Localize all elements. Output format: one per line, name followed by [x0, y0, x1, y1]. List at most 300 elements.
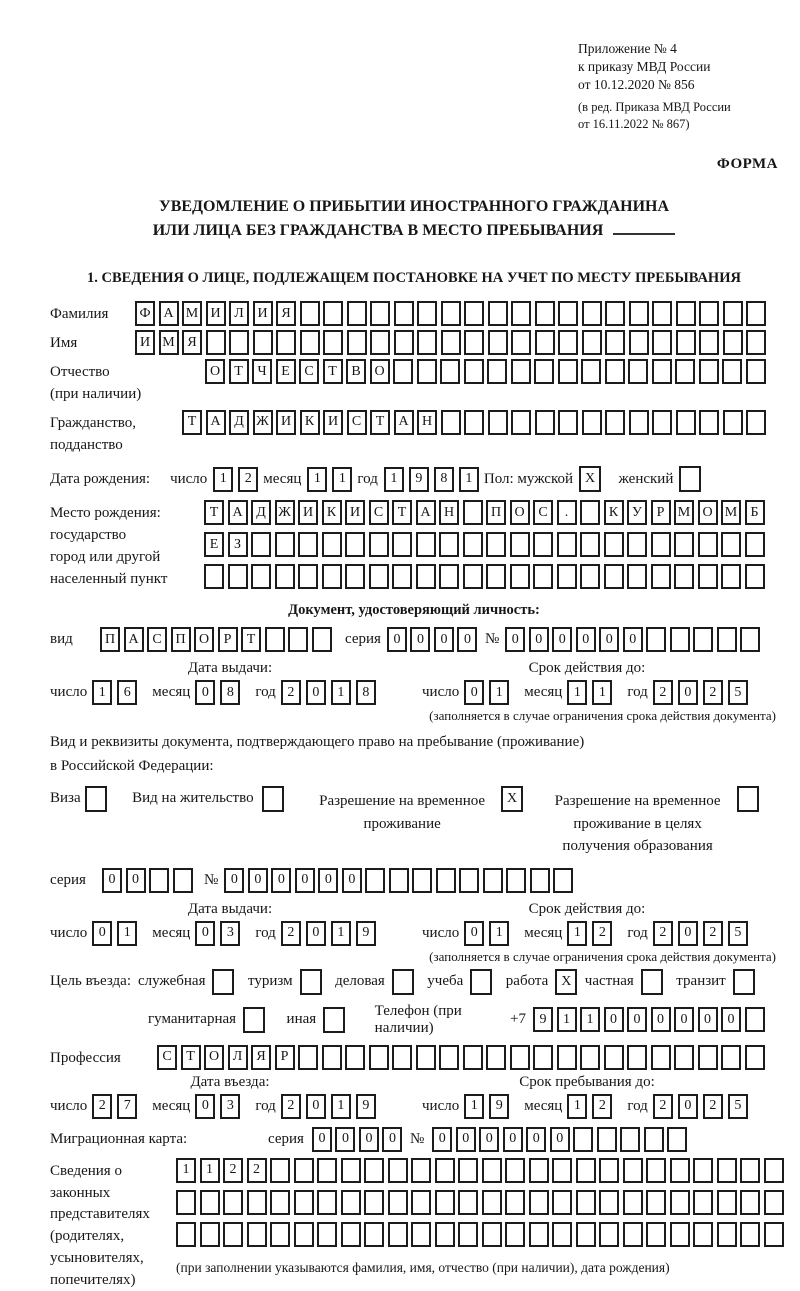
char-cell[interactable]: [458, 1158, 478, 1183]
char-cell[interactable]: [651, 564, 671, 589]
char-cell[interactable]: А: [394, 410, 414, 435]
char-cell[interactable]: А: [206, 410, 226, 435]
char-cell[interactable]: [369, 564, 389, 589]
char-cell[interactable]: [644, 1127, 664, 1152]
char-cell[interactable]: 0: [335, 1127, 355, 1152]
char-cell[interactable]: [641, 969, 663, 995]
char-cell[interactable]: [764, 1190, 784, 1215]
char-cell[interactable]: 0: [306, 680, 326, 705]
char-cell[interactable]: [670, 1158, 690, 1183]
char-cell[interactable]: 2: [223, 1158, 243, 1183]
char-cell[interactable]: И: [276, 410, 296, 435]
char-cell[interactable]: [394, 301, 414, 326]
char-cell[interactable]: [223, 1190, 243, 1215]
migration-number-input[interactable]: [432, 1127, 691, 1152]
char-cell[interactable]: 3: [220, 1094, 240, 1119]
char-cell[interactable]: 0: [550, 1127, 570, 1152]
char-cell[interactable]: О: [194, 627, 214, 652]
char-cell[interactable]: [580, 564, 600, 589]
char-cell[interactable]: [599, 1158, 619, 1183]
char-cell[interactable]: X: [579, 466, 601, 492]
char-cell[interactable]: 0: [195, 1094, 215, 1119]
char-cell[interactable]: [393, 359, 413, 384]
residence-expiry-month-input[interactable]: [567, 921, 617, 946]
char-cell[interactable]: [392, 1045, 412, 1070]
char-cell[interactable]: [206, 330, 226, 355]
char-cell[interactable]: [722, 359, 742, 384]
char-cell[interactable]: [623, 1158, 643, 1183]
migration-series-input[interactable]: [312, 1127, 406, 1152]
char-cell[interactable]: 1: [567, 680, 587, 705]
char-cell[interactable]: [629, 330, 649, 355]
birth-place-row3-input[interactable]: [204, 564, 768, 589]
char-cell[interactable]: [558, 359, 578, 384]
char-cell[interactable]: [605, 330, 625, 355]
char-cell[interactable]: [676, 330, 696, 355]
char-cell[interactable]: О: [370, 359, 390, 384]
char-cell[interactable]: [746, 330, 766, 355]
identity-expiry-day-input[interactable]: [464, 680, 514, 705]
char-cell[interactable]: [699, 330, 719, 355]
char-cell[interactable]: [674, 1045, 694, 1070]
char-cell[interactable]: [580, 500, 600, 525]
char-cell[interactable]: [341, 1222, 361, 1247]
char-cell[interactable]: 0: [318, 868, 338, 893]
char-cell[interactable]: [693, 1222, 713, 1247]
residence-issue-day-input[interactable]: [92, 921, 142, 946]
char-cell[interactable]: А: [228, 500, 248, 525]
char-cell[interactable]: [411, 1158, 431, 1183]
char-cell[interactable]: 2: [592, 921, 612, 946]
char-cell[interactable]: Н: [439, 500, 459, 525]
char-cell[interactable]: 0: [387, 627, 407, 652]
char-cell[interactable]: Я: [182, 330, 202, 355]
char-cell[interactable]: [392, 564, 412, 589]
char-cell[interactable]: [573, 1127, 593, 1152]
char-cell[interactable]: [604, 564, 624, 589]
char-cell[interactable]: [322, 564, 342, 589]
char-cell[interactable]: [580, 1045, 600, 1070]
char-cell[interactable]: [552, 1222, 572, 1247]
char-cell[interactable]: Л: [229, 301, 249, 326]
char-cell[interactable]: 1: [117, 921, 137, 946]
char-cell[interactable]: Н: [417, 410, 437, 435]
sex-male-checkbox[interactable]: [579, 466, 605, 492]
char-cell[interactable]: Ж: [253, 410, 273, 435]
char-cell[interactable]: [251, 564, 271, 589]
char-cell[interactable]: 0: [457, 627, 477, 652]
birth-year-input[interactable]: [384, 467, 484, 492]
char-cell[interactable]: 8: [220, 680, 240, 705]
char-cell[interactable]: К: [604, 500, 624, 525]
char-cell[interactable]: X: [555, 969, 577, 995]
char-cell[interactable]: [533, 532, 553, 557]
char-cell[interactable]: [746, 301, 766, 326]
char-cell[interactable]: С: [369, 500, 389, 525]
entry-month-input[interactable]: [195, 1094, 245, 1119]
char-cell[interactable]: 9: [356, 1094, 376, 1119]
char-cell[interactable]: [176, 1190, 196, 1215]
char-cell[interactable]: [463, 532, 483, 557]
purpose-study-checkbox[interactable]: [470, 969, 496, 995]
char-cell[interactable]: [646, 1158, 666, 1183]
char-cell[interactable]: [243, 1007, 265, 1033]
char-cell[interactable]: 0: [432, 1127, 452, 1152]
char-cell[interactable]: 3: [220, 921, 240, 946]
char-cell[interactable]: 1: [332, 467, 352, 492]
char-cell[interactable]: [323, 1007, 345, 1033]
char-cell[interactable]: 1: [307, 467, 327, 492]
identity-issue-year-input[interactable]: [281, 680, 381, 705]
char-cell[interactable]: 1: [331, 680, 351, 705]
char-cell[interactable]: [764, 1222, 784, 1247]
char-cell[interactable]: [482, 1190, 502, 1215]
char-cell[interactable]: [646, 1222, 666, 1247]
char-cell[interactable]: [604, 1045, 624, 1070]
stay-year-input[interactable]: [653, 1094, 753, 1119]
char-cell[interactable]: [262, 786, 284, 812]
char-cell[interactable]: [693, 1158, 713, 1183]
char-cell[interactable]: [459, 868, 479, 893]
char-cell[interactable]: [721, 564, 741, 589]
char-cell[interactable]: [253, 330, 273, 355]
char-cell[interactable]: [149, 868, 169, 893]
representatives-row1-input[interactable]: [176, 1158, 787, 1183]
char-cell[interactable]: [558, 301, 578, 326]
char-cell[interactable]: [464, 359, 484, 384]
char-cell[interactable]: 2: [653, 921, 673, 946]
char-cell[interactable]: 0: [359, 1127, 379, 1152]
char-cell[interactable]: 0: [599, 627, 619, 652]
char-cell[interactable]: 2: [281, 680, 301, 705]
name-input[interactable]: [135, 330, 770, 355]
char-cell[interactable]: [576, 1222, 596, 1247]
char-cell[interactable]: [652, 301, 672, 326]
char-cell[interactable]: 0: [651, 1007, 671, 1032]
char-cell[interactable]: [530, 868, 550, 893]
char-cell[interactable]: [488, 410, 508, 435]
char-cell[interactable]: [717, 1190, 737, 1215]
purpose-tourism-checkbox[interactable]: [300, 969, 326, 995]
purpose-transit-checkbox[interactable]: [733, 969, 759, 995]
char-cell[interactable]: [557, 532, 577, 557]
residence-issue-year-input[interactable]: [281, 921, 381, 946]
char-cell[interactable]: 8: [434, 467, 454, 492]
char-cell[interactable]: Ж: [275, 500, 295, 525]
char-cell[interactable]: [605, 410, 625, 435]
representatives-row3-input[interactable]: [176, 1222, 787, 1247]
char-cell[interactable]: [345, 532, 365, 557]
char-cell[interactable]: [435, 1158, 455, 1183]
char-cell[interactable]: [298, 532, 318, 557]
char-cell[interactable]: [417, 330, 437, 355]
char-cell[interactable]: Е: [204, 532, 224, 557]
char-cell[interactable]: А: [159, 301, 179, 326]
char-cell[interactable]: 6: [117, 680, 137, 705]
char-cell[interactable]: [534, 359, 554, 384]
char-cell[interactable]: [511, 359, 531, 384]
char-cell[interactable]: [651, 532, 671, 557]
birth-month-input[interactable]: [307, 467, 357, 492]
char-cell[interactable]: 0: [674, 1007, 694, 1032]
char-cell[interactable]: 0: [479, 1127, 499, 1152]
char-cell[interactable]: [535, 330, 555, 355]
char-cell[interactable]: [646, 627, 666, 652]
char-cell[interactable]: 2: [247, 1158, 267, 1183]
char-cell[interactable]: [412, 868, 432, 893]
char-cell[interactable]: 1: [176, 1158, 196, 1183]
char-cell[interactable]: 1: [557, 1007, 577, 1032]
char-cell[interactable]: [486, 532, 506, 557]
residence-number-input[interactable]: [224, 868, 577, 893]
char-cell[interactable]: [364, 1222, 384, 1247]
char-cell[interactable]: [605, 301, 625, 326]
char-cell[interactable]: [416, 1045, 436, 1070]
char-cell[interactable]: 2: [703, 921, 723, 946]
char-cell[interactable]: 0: [382, 1127, 402, 1152]
char-cell[interactable]: 0: [271, 868, 291, 893]
char-cell[interactable]: [723, 301, 743, 326]
char-cell[interactable]: Р: [651, 500, 671, 525]
residence-series-input[interactable]: [102, 868, 196, 893]
char-cell[interactable]: 0: [678, 1094, 698, 1119]
char-cell[interactable]: [599, 1190, 619, 1215]
char-cell[interactable]: [392, 969, 414, 995]
purpose-business-checkbox[interactable]: [392, 969, 418, 995]
char-cell[interactable]: Ф: [135, 301, 155, 326]
char-cell[interactable]: Т: [323, 359, 343, 384]
char-cell[interactable]: [341, 1158, 361, 1183]
char-cell[interactable]: [411, 1222, 431, 1247]
char-cell[interactable]: [646, 1190, 666, 1215]
char-cell[interactable]: [510, 532, 530, 557]
char-cell[interactable]: [510, 1045, 530, 1070]
char-cell[interactable]: [270, 1158, 290, 1183]
char-cell[interactable]: [652, 410, 672, 435]
char-cell[interactable]: И: [135, 330, 155, 355]
char-cell[interactable]: П: [171, 627, 191, 652]
char-cell[interactable]: [533, 1045, 553, 1070]
char-cell[interactable]: [417, 359, 437, 384]
char-cell[interactable]: [464, 301, 484, 326]
char-cell[interactable]: [529, 1190, 549, 1215]
char-cell[interactable]: [441, 410, 461, 435]
purpose-official-checkbox[interactable]: [212, 969, 238, 995]
char-cell[interactable]: [176, 1222, 196, 1247]
char-cell[interactable]: [223, 1222, 243, 1247]
char-cell[interactable]: [345, 564, 365, 589]
char-cell[interactable]: 1: [331, 921, 351, 946]
char-cell[interactable]: [582, 410, 602, 435]
char-cell[interactable]: В: [346, 359, 366, 384]
char-cell[interactable]: 5: [728, 1094, 748, 1119]
char-cell[interactable]: М: [721, 500, 741, 525]
temp-residence-checkbox[interactable]: [501, 786, 527, 812]
char-cell[interactable]: 5: [728, 680, 748, 705]
char-cell[interactable]: [764, 1158, 784, 1183]
char-cell[interactable]: [576, 1158, 596, 1183]
char-cell[interactable]: 1: [200, 1158, 220, 1183]
char-cell[interactable]: [740, 1190, 760, 1215]
char-cell[interactable]: .: [557, 500, 577, 525]
char-cell[interactable]: [389, 868, 409, 893]
char-cell[interactable]: [369, 532, 389, 557]
char-cell[interactable]: [627, 532, 647, 557]
char-cell[interactable]: [275, 564, 295, 589]
char-cell[interactable]: [674, 532, 694, 557]
char-cell[interactable]: 0: [126, 868, 146, 893]
char-cell[interactable]: [699, 359, 719, 384]
char-cell[interactable]: [322, 1045, 342, 1070]
purpose-humanitarian-checkbox[interactable]: [243, 1007, 269, 1033]
char-cell[interactable]: К: [322, 500, 342, 525]
char-cell[interactable]: [676, 301, 696, 326]
char-cell[interactable]: 0: [342, 868, 362, 893]
char-cell[interactable]: Л: [228, 1045, 248, 1070]
char-cell[interactable]: И: [206, 301, 226, 326]
char-cell[interactable]: Т: [392, 500, 412, 525]
char-cell[interactable]: [699, 410, 719, 435]
char-cell[interactable]: [265, 627, 285, 652]
char-cell[interactable]: [229, 330, 249, 355]
char-cell[interactable]: [599, 1222, 619, 1247]
char-cell[interactable]: О: [510, 500, 530, 525]
char-cell[interactable]: 0: [526, 1127, 546, 1152]
char-cell[interactable]: [699, 301, 719, 326]
char-cell[interactable]: 2: [238, 467, 258, 492]
char-cell[interactable]: [679, 466, 701, 492]
char-cell[interactable]: [745, 532, 765, 557]
residence-permit-checkbox[interactable]: [262, 786, 288, 812]
char-cell[interactable]: [698, 1045, 718, 1070]
char-cell[interactable]: [463, 564, 483, 589]
char-cell[interactable]: [604, 532, 624, 557]
char-cell[interactable]: [288, 627, 308, 652]
char-cell[interactable]: Я: [251, 1045, 271, 1070]
char-cell[interactable]: [721, 532, 741, 557]
char-cell[interactable]: [464, 410, 484, 435]
char-cell[interactable]: П: [486, 500, 506, 525]
entry-day-input[interactable]: [92, 1094, 142, 1119]
char-cell[interactable]: [294, 1222, 314, 1247]
char-cell[interactable]: 0: [306, 921, 326, 946]
birth-day-input[interactable]: [213, 467, 263, 492]
char-cell[interactable]: 1: [489, 680, 509, 705]
char-cell[interactable]: [581, 359, 601, 384]
char-cell[interactable]: 0: [678, 921, 698, 946]
char-cell[interactable]: З: [228, 532, 248, 557]
char-cell[interactable]: [510, 564, 530, 589]
char-cell[interactable]: [576, 1190, 596, 1215]
char-cell[interactable]: [463, 500, 483, 525]
stay-day-input[interactable]: [464, 1094, 514, 1119]
char-cell[interactable]: [740, 627, 760, 652]
char-cell[interactable]: [435, 1190, 455, 1215]
char-cell[interactable]: [557, 1045, 577, 1070]
char-cell[interactable]: [723, 410, 743, 435]
char-cell[interactable]: 1: [92, 680, 112, 705]
char-cell[interactable]: [439, 564, 459, 589]
char-cell[interactable]: [533, 564, 553, 589]
char-cell[interactable]: [511, 410, 531, 435]
char-cell[interactable]: П: [100, 627, 120, 652]
char-cell[interactable]: Р: [218, 627, 238, 652]
char-cell[interactable]: [717, 1222, 737, 1247]
char-cell[interactable]: 5: [728, 921, 748, 946]
char-cell[interactable]: [483, 868, 503, 893]
char-cell[interactable]: [675, 359, 695, 384]
char-cell[interactable]: [488, 301, 508, 326]
char-cell[interactable]: 0: [678, 680, 698, 705]
char-cell[interactable]: С: [347, 410, 367, 435]
char-cell[interactable]: Б: [745, 500, 765, 525]
char-cell[interactable]: К: [300, 410, 320, 435]
char-cell[interactable]: [553, 868, 573, 893]
doc-number-input[interactable]: [505, 627, 764, 652]
char-cell[interactable]: 0: [464, 680, 484, 705]
char-cell[interactable]: [582, 301, 602, 326]
char-cell[interactable]: [623, 1190, 643, 1215]
char-cell[interactable]: 2: [653, 680, 673, 705]
char-cell[interactable]: [746, 410, 766, 435]
purpose-other-checkbox[interactable]: [323, 1007, 349, 1033]
char-cell[interactable]: [416, 532, 436, 557]
char-cell[interactable]: [298, 1045, 318, 1070]
char-cell[interactable]: 0: [464, 921, 484, 946]
char-cell[interactable]: [270, 1222, 290, 1247]
char-cell[interactable]: 0: [434, 627, 454, 652]
char-cell[interactable]: И: [345, 500, 365, 525]
char-cell[interactable]: 0: [552, 627, 572, 652]
char-cell[interactable]: [365, 868, 385, 893]
visa-checkbox[interactable]: [85, 786, 111, 812]
birth-place-row1-input[interactable]: [204, 500, 768, 525]
char-cell[interactable]: 0: [306, 1094, 326, 1119]
char-cell[interactable]: 1: [384, 467, 404, 492]
char-cell[interactable]: [693, 1190, 713, 1215]
char-cell[interactable]: [557, 564, 577, 589]
char-cell[interactable]: [667, 1127, 687, 1152]
char-cell[interactable]: [740, 1158, 760, 1183]
char-cell[interactable]: 1: [464, 1094, 484, 1119]
char-cell[interactable]: [737, 786, 759, 812]
char-cell[interactable]: 9: [356, 921, 376, 946]
char-cell[interactable]: [746, 359, 766, 384]
char-cell[interactable]: [488, 330, 508, 355]
purpose-private-checkbox[interactable]: [641, 969, 667, 995]
char-cell[interactable]: Т: [370, 410, 390, 435]
char-cell[interactable]: 2: [281, 1094, 301, 1119]
char-cell[interactable]: [670, 1190, 690, 1215]
char-cell[interactable]: [300, 301, 320, 326]
char-cell[interactable]: [652, 359, 672, 384]
char-cell[interactable]: 0: [195, 680, 215, 705]
char-cell[interactable]: [535, 410, 555, 435]
char-cell[interactable]: [276, 330, 296, 355]
char-cell[interactable]: [486, 564, 506, 589]
char-cell[interactable]: Т: [204, 500, 224, 525]
char-cell[interactable]: Т: [182, 410, 202, 435]
doc-series-input[interactable]: [387, 627, 481, 652]
char-cell[interactable]: О: [204, 1045, 224, 1070]
char-cell[interactable]: [693, 627, 713, 652]
char-cell[interactable]: [745, 1007, 765, 1032]
char-cell[interactable]: 0: [721, 1007, 741, 1032]
char-cell[interactable]: А: [124, 627, 144, 652]
char-cell[interactable]: 0: [623, 627, 643, 652]
char-cell[interactable]: [322, 532, 342, 557]
char-cell[interactable]: 1: [580, 1007, 600, 1032]
